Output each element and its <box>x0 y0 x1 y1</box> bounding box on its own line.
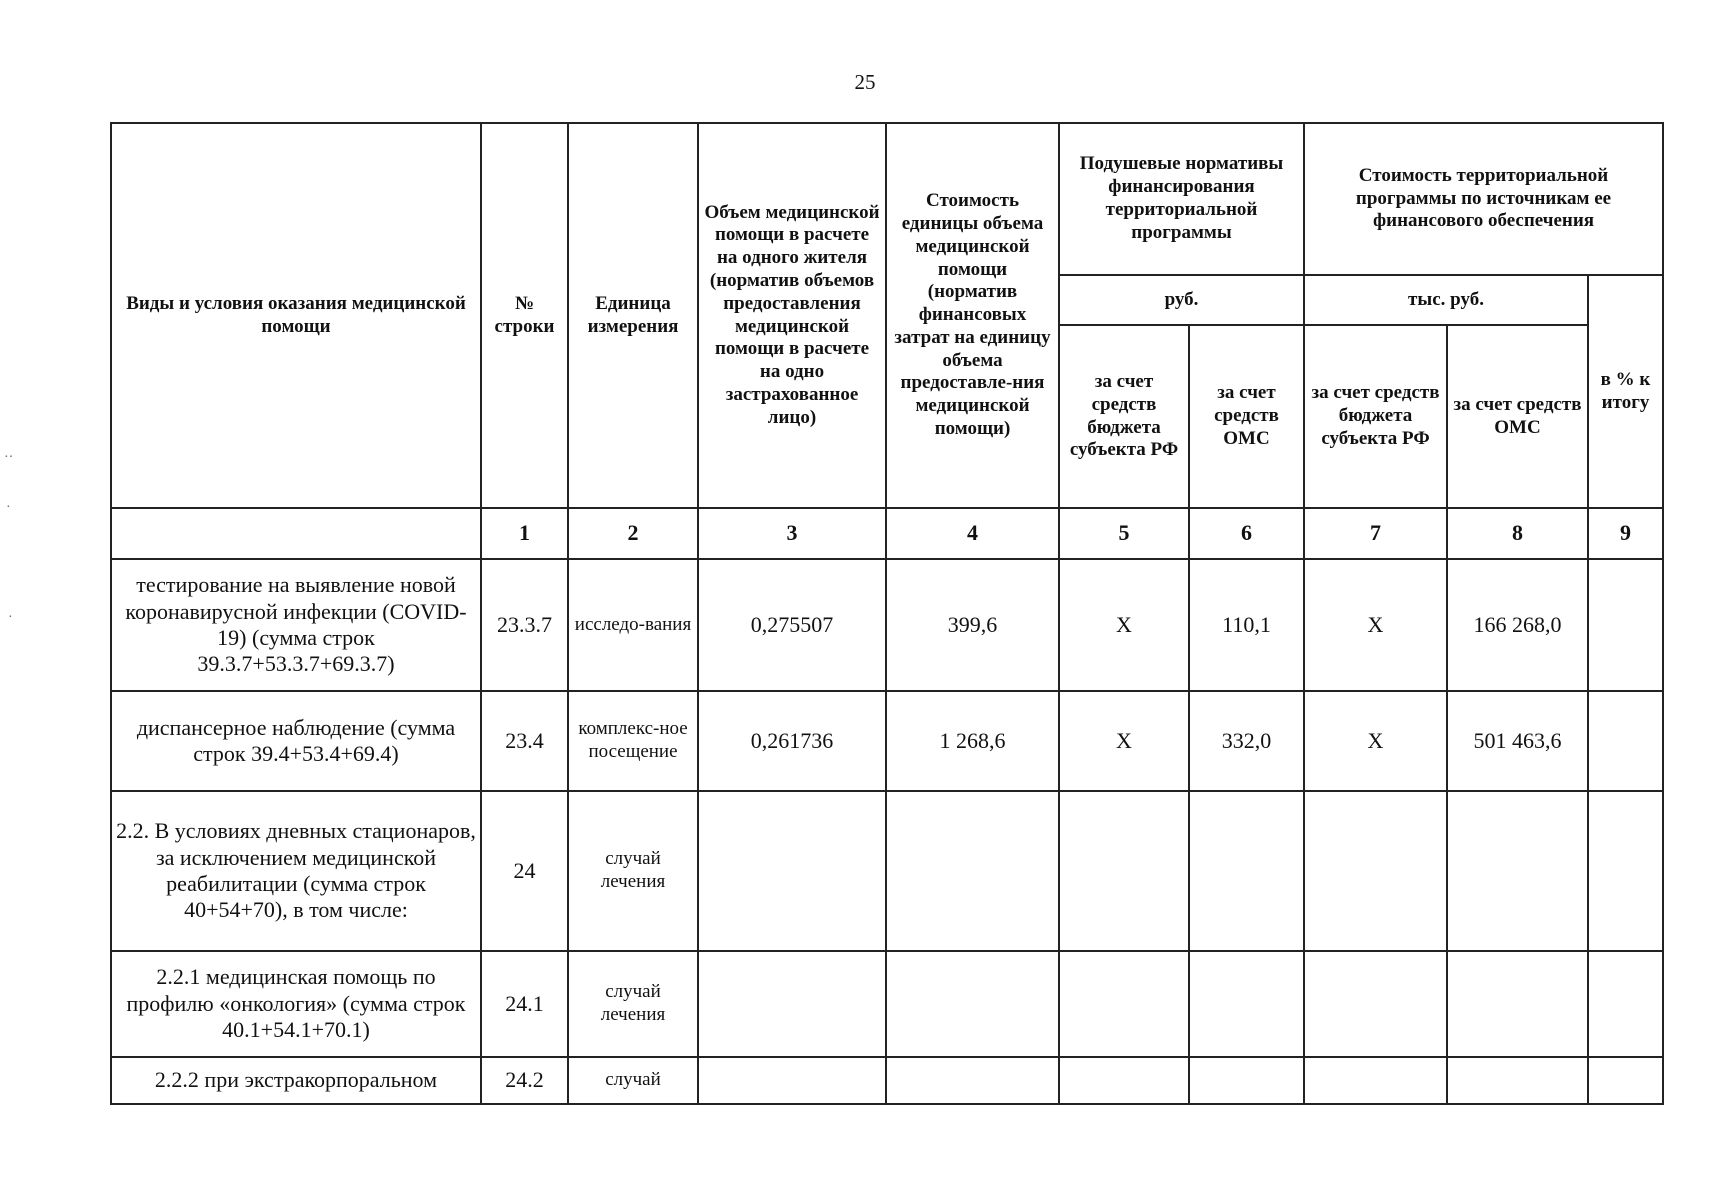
row-cost <box>886 791 1059 951</box>
column-number: 2 <box>568 508 698 559</box>
row-oms-thousand <box>1447 791 1588 951</box>
column-number: 4 <box>886 508 1059 559</box>
row-volume: 0,275507 <box>698 559 886 691</box>
row-oms-rub <box>1189 791 1304 951</box>
column-number: 6 <box>1189 508 1304 559</box>
scan-speck: · <box>6 500 11 515</box>
row-oms-thousand: 501 463,6 <box>1447 691 1588 791</box>
row-oms-thousand <box>1447 1057 1588 1104</box>
table-row <box>111 559 1663 691</box>
header-unit-rub: руб. <box>1059 275 1304 325</box>
row-percent <box>1588 791 1663 951</box>
row-budget-thousand <box>1304 791 1447 951</box>
table-row <box>111 691 1663 791</box>
row-unit: комплекс-ное посещение <box>568 691 698 791</box>
column-number: 5 <box>1059 508 1189 559</box>
header-budget-thousand: за счет средств бюджета субъекта РФ <box>1304 325 1447 508</box>
header-program-cost-group: Стоимость территориальной программы по источникам ее финансового обеспечения <box>1304 123 1663 275</box>
row-cost <box>886 951 1059 1057</box>
row-budget-rub <box>1059 1057 1189 1104</box>
row-budget-rub: Х <box>1059 559 1189 691</box>
header-oms-thousand: за счет средств ОМС <box>1447 325 1588 508</box>
header-row-no: № строки <box>481 123 568 508</box>
row-volume <box>698 951 886 1057</box>
row-number: 23.3.7 <box>481 559 568 691</box>
row-number: 24 <box>481 791 568 951</box>
scan-speck: ·· <box>4 450 14 465</box>
row-budget-thousand <box>1304 1057 1447 1104</box>
row-percent <box>1588 951 1663 1057</box>
column-number: 8 <box>1447 508 1588 559</box>
row-budget-rub <box>1059 791 1189 951</box>
row-oms-rub: 332,0 <box>1189 691 1304 791</box>
column-number: 7 <box>1304 508 1447 559</box>
row-percent <box>1588 691 1663 791</box>
header-unit: Единица измерения <box>568 123 698 508</box>
header-kind: Виды и условия оказания медицинской помощи <box>111 123 481 508</box>
row-cost: 399,6 <box>886 559 1059 691</box>
header-oms-rub: за счет средств ОМС <box>1189 325 1304 508</box>
row-unit: случай лечения <box>568 951 698 1057</box>
row-budget-rub: Х <box>1059 691 1189 791</box>
page-number: 25 <box>854 70 876 94</box>
header-volume: Объем медицинской помощи в расчете на одного жителя (норматив объемов предоставления медицинской помощи в расчете на одно застрахованное лицо) <box>698 123 886 508</box>
row-unit: исследо-вания <box>568 559 698 691</box>
row-kind: тестирование на выявление новой коронавирусной инфекции (COVID-19) (сумма строк 39.3.7+53.3.7+69.3.7) <box>111 559 481 691</box>
row-budget-thousand: Х <box>1304 691 1447 791</box>
row-percent <box>1588 559 1663 691</box>
header-percent: в % к итогу <box>1588 275 1663 508</box>
row-volume <box>698 1057 886 1104</box>
row-oms-rub: 110,1 <box>1189 559 1304 691</box>
column-number: 9 <box>1588 508 1663 559</box>
row-percent <box>1588 1057 1663 1104</box>
financing-table <box>110 122 1664 1105</box>
row-kind: 2.2. В условиях дневных стационаров, за исключением медицинской реабилитации (сумма строк 40+54+70), в том числе: <box>111 791 481 951</box>
row-cost: 1 268,6 <box>886 691 1059 791</box>
row-cost <box>886 1057 1059 1104</box>
row-unit: случай <box>568 1057 698 1104</box>
header-cost: Стоимость единицы объема медицинской помощи (норматив финансовых затрат на единицу объема предоставле-ния медицинской помощи) <box>886 123 1059 508</box>
row-budget-rub <box>1059 951 1189 1057</box>
header-unit-thousand-rub: тыс. руб. <box>1304 275 1588 325</box>
scan-speck: · <box>8 610 13 625</box>
row-oms-rub <box>1189 1057 1304 1104</box>
header-budget-rub: за счет средств бюджета субъекта РФ <box>1059 325 1189 508</box>
table-row <box>111 791 1663 951</box>
row-oms-thousand <box>1447 951 1588 1057</box>
row-oms-rub <box>1189 951 1304 1057</box>
row-budget-thousand <box>1304 951 1447 1057</box>
row-kind: 2.2.2 при экстракорпоральном <box>111 1057 481 1104</box>
row-oms-thousand: 166 268,0 <box>1447 559 1588 691</box>
row-volume <box>698 791 886 951</box>
header-per-capita-group: Подушевые нормативы финансирования территориальной программы <box>1059 123 1304 275</box>
table-row <box>111 951 1663 1057</box>
column-number-row <box>111 508 1663 559</box>
row-budget-thousand: Х <box>1304 559 1447 691</box>
row-kind: диспансерное наблюдение (сумма строк 39.4+53.4+69.4) <box>111 691 481 791</box>
row-unit: случай лечения <box>568 791 698 951</box>
row-number: 24.1 <box>481 951 568 1057</box>
row-number: 24.2 <box>481 1057 568 1104</box>
table-row <box>111 1057 1663 1104</box>
row-kind: 2.2.1 медицинская помощь по профилю «онкология» (сумма строк 40.1+54.1+70.1) <box>111 951 481 1057</box>
row-volume: 0,261736 <box>698 691 886 791</box>
column-number-blank <box>111 508 481 559</box>
column-number: 3 <box>698 508 886 559</box>
column-number: 1 <box>481 508 568 559</box>
row-number: 23.4 <box>481 691 568 791</box>
